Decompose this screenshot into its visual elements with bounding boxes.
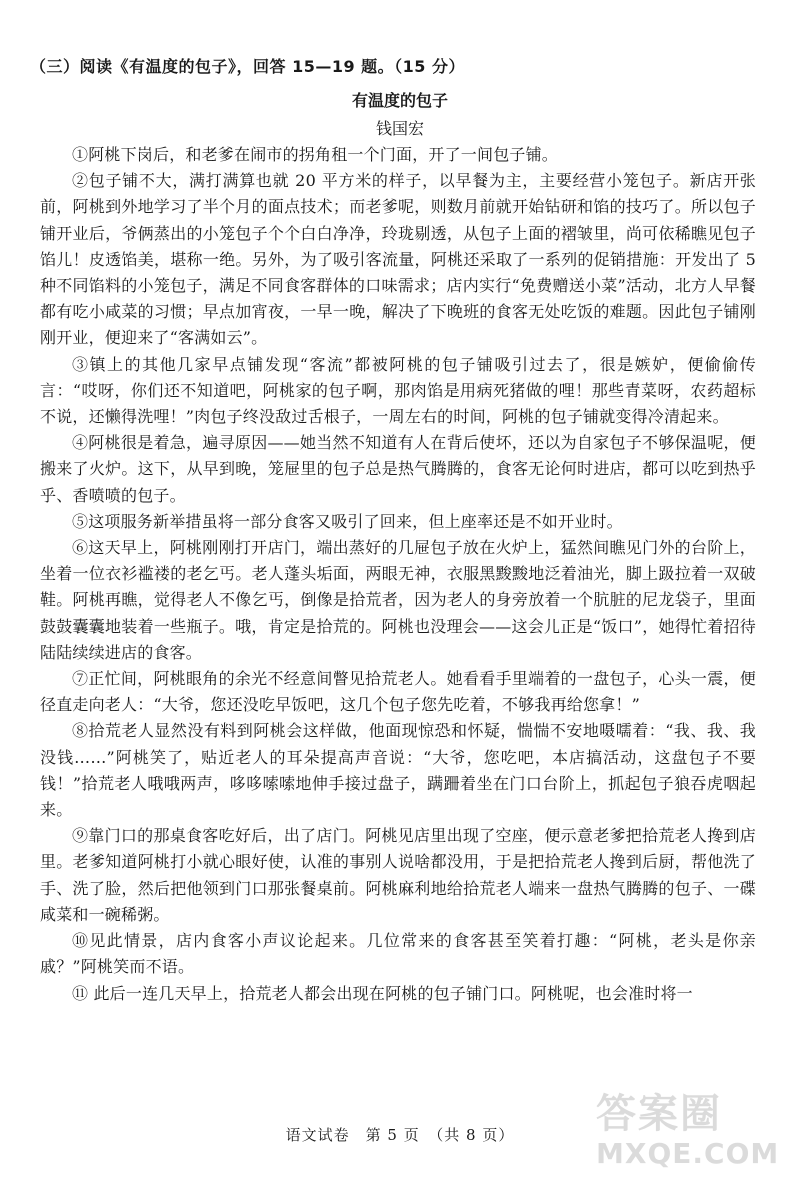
article-title: 有温度的包子 — [351, 91, 448, 110]
paragraph-1: ①阿桃下岗后，和老爹在闹市的拐角租一个门面，开了一间包子铺。 — [72, 145, 559, 164]
paragraph-7: ⑦正忙间，阿桃眼角的余光不经意间瞥见拾荒老人。她看看手里端着的一盘包子，心头一震，便径直走向老人：“大爷，您还没吃早饭吧，这几个包子您先吃着，不够我再给您拿！” — [40, 669, 756, 715]
page-footer: 语文试卷 第 5 页 （共 8 页） — [285, 1126, 515, 1144]
watermark-bottom-text: MXQE.COM — [596, 1137, 780, 1170]
article-author: 钱国宏 — [375, 119, 424, 138]
paragraph-9: ⑨靠门口的那桌食客吃好后，出了店门。阿桃见店里出现了空座，便示意老爹把拾荒老人搀到店里。老爹知道阿桃打小就心眼好使，认准的事别人说啥都没用，于是把拾荒老人搀到后厨，帮他洗了手、洗了脸，然后把他领到门口那张餐桌前。阿桃麻利地给拾荒老人端来一盘热气腾腾的包子、一碟咸菜和一碗稀粥。 — [40, 826, 756, 924]
paragraph-8: ⑧拾荒老人显然没有料到阿桃会这样做，他面现惊恐和怀疑，惴惴不安地嗫嚅着：“我、我、我没钱……”阿桃笑了，贴近老人的耳朵提高声音说：“大爷，您吃吧，本店搞活动，这盘包子不要钱！”拾荒老人哦哦两声，哆哆嗦嗦地伸手接过盘子，蹒跚着坐在门口台阶上，抓起包子狼吞虎咽起来。 — [40, 721, 756, 820]
paragraph-4: ④阿桃很是着急，遍寻原因——她当然不知道有人在背后使坏，还以为自家包子不够保温呢，便搬来了火炉。这下，从早到晚，笼屉里的包子总是热气腾腾的，食客无论何时进店，都可以吃到热乎乎、香喷喷的包子。 — [40, 433, 756, 505]
paragraph-5: ⑤这项服务新举措虽将一部分食客又吸引了回来，但上座率还是不如开业时。 — [72, 511, 623, 531]
section-heading: （三）阅读《有温度的包子》，回答 15—19 题。（15 分） — [30, 57, 466, 76]
paragraph-2: ②包子铺不大，满打满算也就 20 平方米的样子，以早餐为主，主要经营小笼包子。新店开张前，阿桃到外地学习了半个月的面点技术；而老爹呢，则数月前就开始钻研和馅的技巧了。所以包子铺开业后，爷俩蒸出的小笼包子个个白白净净，玲珑剔透，从包子上面的褶皱里，尚可依稀瞧见包子馅儿！皮透馅美，堪称一绝。另外，为了吸引客流量，阿桃还采取了一系列的促销措施：开发出了 5 种不同馅料的小笼包子，满足不同食客群体的口味需求；店内实行“免费赠送小菜”活动，北方人早餐都有吃小咸菜的习惯；早点加宵夜，一早一晚，解决了下晚班的食客无处吃饭的难题。因此包子铺刚刚开业，便迎来了“客满如云”。 — [40, 171, 756, 348]
article-body — [40, 142, 756, 1007]
paragraph-11: ⑪ 此后一连几天早上，拾荒老人都会出现在阿桃的包子铺门口。阿桃呢，也会准时将一 — [72, 983, 693, 1003]
watermark-logo — [596, 1090, 786, 1180]
paragraph-10: ⑩见此情景，店内食客小声议论起来。几位常来的食客甚至笑着打趣：“阿桃，老头是你亲戚？”阿桃笑而不语。 — [40, 931, 756, 977]
paragraph-3: ③镇上的其他几家早点铺发现“客流”都被阿桃的包子铺吸引过去了，很是嫉妒，便偷偷传言：“哎呀，你们还不知道吧，阿桃家的包子啊，那肉馅是用病死猪做的哩！那些青菜呀，农药超标不说，还懒得洗哩！”肉包子终没敌过舌根子，一周左右的时间，阿桃的包子铺就变得冷清起来。 — [40, 354, 756, 427]
watermark-top-text: 答案圈 — [596, 1091, 722, 1137]
paragraph-6: ⑥这天早上，阿桃刚刚打开店门，端出蒸好的几屉包子放在火炉上，猛然间瞧见门外的台阶上，坐着一位衣衫褴褛的老乞丐。老人蓬头垢面，两眼无神，衣服黑黢黢地泛着油光，脚上趿拉着一双破鞋。阿桃再瞧，觉得老人不像乞丐，倒像是拾荒者，因为老人的身旁放着一个肮脏的尼龙袋子，里面鼓鼓囊囊地装着一些瓶子。哦，肯定是拾荒的。阿桃也没理会——这会儿正是“饭口”，她得忙着招待陆陆续续进店的食客。 — [40, 538, 756, 662]
